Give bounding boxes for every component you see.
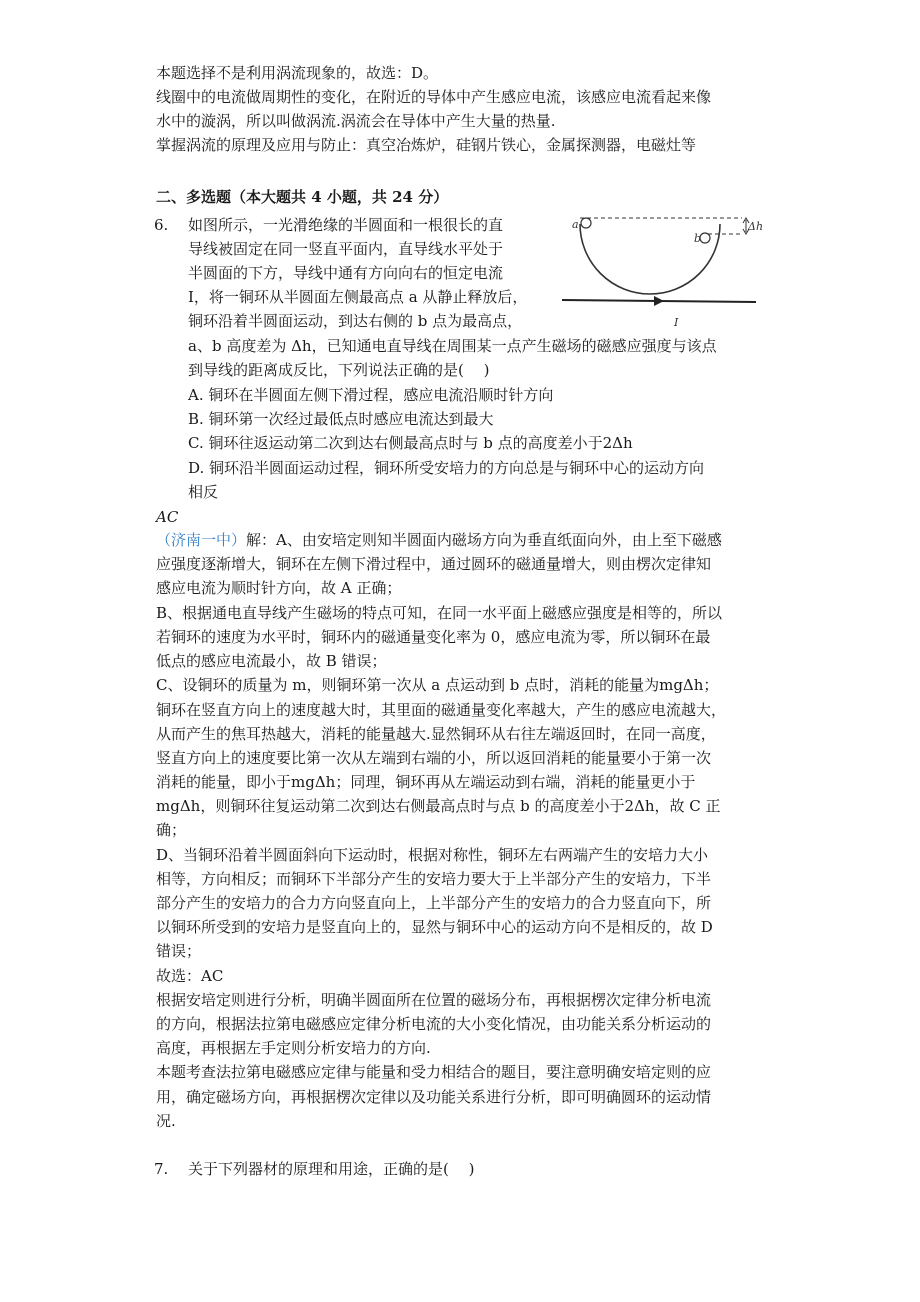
copper-ring-at-a bbox=[581, 218, 591, 228]
section-title: 二、多选题（本大题共 4 小题，共 24 分） bbox=[156, 188, 449, 206]
q6-stem-line-1: 如图所示，一光滑绝缘的半圆面和一根很长的直 bbox=[188, 216, 504, 234]
q6-stem-line-2: 导线被固定在同一竖直平面内，直导线水平处于 bbox=[188, 240, 504, 258]
q6-solution-line-18: 错误； bbox=[156, 942, 202, 960]
q6-solution-line-19: 故选：AC bbox=[156, 967, 224, 985]
q6-option-c: C. 铜环往返运动第二次到达右侧最高点时与 b 点的高度差小于2Δh bbox=[188, 434, 633, 452]
q6-solution-line-16: 部分产生的安培力的合力方向竖直向上，上半部分产生的安培力的合力竖直向下，所 bbox=[156, 894, 712, 912]
copper-ring-at-b bbox=[700, 233, 710, 243]
q6-option-d: D. 铜环沿半圆面运动过程，铜环所受安培力的方向总是与铜环中心的运动方向 bbox=[188, 459, 705, 477]
q6-stem-line-3: 半圆面的下方，导线中通有方向向右的恒定电流 bbox=[188, 264, 504, 282]
label-b: b bbox=[694, 232, 702, 245]
q6-number: 6. bbox=[154, 216, 169, 234]
q6-solution-line-7: C、设铜环的质量为 m，则铜环第一次从 a 点运动到 b 点时，消耗的能量为mgΔh； bbox=[156, 676, 719, 694]
q7-stem: 关于下列器材的原理和用途，正确的是( ) bbox=[188, 1160, 475, 1178]
q6-option-a: A. 铜环在半圆面左侧下滑过程，感应电流沿顺时针方向 bbox=[188, 386, 554, 404]
q5-explanation-line-3: 水中的漩涡，所以叫做涡流.涡流会在导体中产生大量的热量. bbox=[156, 112, 556, 130]
q6-solution-line-9: 从而产生的焦耳热越大，消耗的能量越大.显然铜环从右往左端返回时，在同一高度， bbox=[156, 725, 716, 743]
q6-solution-line-14: D、当铜环沿着半圆面斜向下运动时，根据对称性，铜环左右两端产生的安培力大小 bbox=[156, 846, 709, 864]
q6-stem-line-4: I，将一铜环从半圆面左侧最高点 a 从静止释放后， bbox=[188, 288, 528, 306]
q6-solution-line-6: 低点的感应电流最小，故 B 错误； bbox=[156, 652, 387, 670]
q6-solution-line-17: 以铜环所受到的安培力是竖直向上的，显然与铜环中心的运动方向不是相反的，故 D bbox=[156, 918, 713, 936]
q6-option-b: B. 铜环第一次经过最低点时感应电流达到最大 bbox=[188, 410, 494, 428]
q6-stem-line-5: 铜环沿着半圆面运动，到达右侧的 b 点为最高点， bbox=[188, 312, 523, 330]
q6-solution-line-8: 铜环在竖直方向上的速度越大时，其里面的磁通量变化率越大，产生的感应电流越大， bbox=[156, 701, 727, 719]
semicircle-wire-diagram bbox=[558, 212, 764, 332]
q6-solution-line-10: 竖直方向上的速度要比第一次从左端到右端的小，所以返回消耗的能量要小于第一次 bbox=[156, 749, 712, 767]
q6-figure bbox=[558, 212, 764, 332]
q6-solution-line-22: 高度，再根据左手定则分析安培力的方向. bbox=[156, 1039, 431, 1057]
q6-solution-line-11: 消耗的能量，即小于mgΔh；同理，铜环再从左端运动到右端，消耗的能量更小于 bbox=[156, 773, 696, 791]
q6-solution-line-2: 应强度逐渐增大，铜环在左侧下滑过程中，通过圆环的磁通量增大，则由楞次定律知 bbox=[156, 555, 712, 573]
source-tag: （济南一中） bbox=[156, 531, 247, 549]
q6-solution-line-15: 相等，方向相反；而铜环下半部分产生的安培力要大于上半部分产生的安培力，下半 bbox=[156, 870, 712, 888]
q6-solution-text: 解：A、由安培定则知半圆面内磁场方向为垂直纸面向外，由上至下磁感 bbox=[246, 531, 722, 549]
q6-solution-line-12: mgΔh，则铜环往复运动第二次到达右侧最高点时与点 b 的高度差小于2Δh，故 C 正 bbox=[156, 797, 721, 815]
q6-solution-line-21: 的方向，根据法拉第电磁感应定律分析电流的大小变化情况，由功能关系分析运动的 bbox=[156, 1015, 712, 1033]
q6-solution-line-24: 用，确定磁场方向，再根据楞次定律以及功能关系进行分析，即可明确圆环的运动情 bbox=[156, 1088, 712, 1106]
label-a: a bbox=[572, 218, 579, 231]
q6-solution-line-4: B、根据通电直导线产生磁场的特点可知，在同一水平面上磁感应强度是相等的，所以 bbox=[156, 604, 723, 622]
current-arrow-icon bbox=[654, 296, 664, 306]
q6-solution-line-13: 确； bbox=[156, 821, 187, 839]
q6-answer: AC bbox=[156, 508, 179, 526]
label-I: I bbox=[674, 316, 679, 329]
q6-solution-line-20: 根据安培定则进行分析，明确半圆面所在位置的磁场分布，再根据楞次定律分析电流 bbox=[156, 991, 712, 1009]
q6-solution-line-3: 感应电流为顺时针方向，故 A 正确； bbox=[156, 579, 402, 597]
q5-explanation-line-2: 线圈中的电流做周期性的变化，在附近的导体中产生感应电流，该感应电流看起来像 bbox=[156, 88, 712, 106]
q6-solution-line-23: 本题考查法拉第电磁感应定律与能量和受力相结合的题目，要注意明确安培定则的应 bbox=[156, 1063, 712, 1081]
q5-explanation-line-4: 掌握涡流的原理及应用与防止：真空冶炼炉，硅钢片铁心，金属探测器，电磁灶等 bbox=[156, 136, 697, 154]
q6-stem-line-7: 到导线的距离成反比，下列说法正确的是( ) bbox=[188, 361, 490, 379]
q6-option-d-cont: 相反 bbox=[188, 483, 219, 501]
q6-solution-line-25: 况. bbox=[156, 1112, 176, 1130]
q5-explanation-line-1: 本题选择不是利用涡流现象的，故选：D。 bbox=[156, 64, 439, 82]
label-dh: Δh bbox=[748, 220, 764, 233]
q7-number: 7. bbox=[154, 1160, 169, 1178]
q6-solution-line-5: 若铜环的速度为水平时，铜环内的磁通量变化率为 0，感应电流为零，所以铜环在最 bbox=[156, 628, 711, 646]
q6-solution-line-1 bbox=[156, 529, 722, 551]
q6-stem-line-6: a、b 高度差为 Δh，已知通电直导线在周围某一点产生磁场的磁感应强度与该点 bbox=[188, 337, 717, 355]
